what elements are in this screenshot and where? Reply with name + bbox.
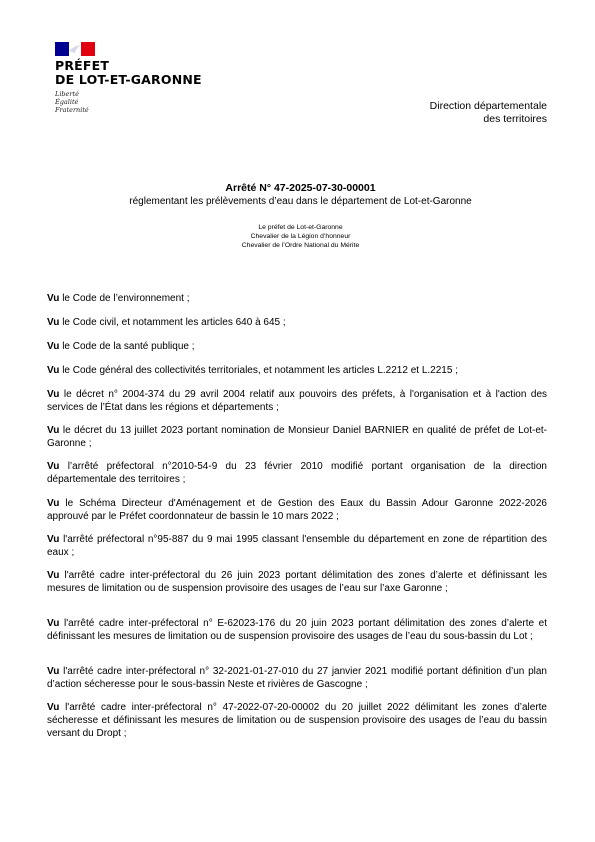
prefet-logo-block bbox=[55, 42, 202, 114]
authority-line: Chevalier de l’Ordre National du Mérite bbox=[241, 242, 360, 249]
vu-clause: Vu l'arrêté préfectoral n°95-887 du 9 mai 1995 classant l'ensemble du département en zone de répartition des eaux ; bbox=[47, 534, 547, 558]
direction-line2: des territoires bbox=[483, 113, 547, 125]
motto-fraternite: Fraternité bbox=[55, 106, 89, 114]
republic-motto bbox=[55, 90, 202, 114]
vu-clause: Vu le Code général des collectivités territoriales, et notamment les articles L.2212 et L.2215 ; bbox=[47, 365, 458, 376]
authority-block bbox=[0, 223, 595, 250]
decree-subtitle: réglementant les prélèvements d’eau dans le département de Lot-et-Garonne bbox=[129, 196, 472, 207]
authority-line: Chevalier de la Légion d’honneur bbox=[250, 233, 351, 240]
motto-liberte: Liberté bbox=[55, 90, 79, 98]
decree-title-block bbox=[0, 182, 595, 208]
french-flag-icon bbox=[55, 42, 95, 56]
vu-clause: Vu le Code de la santé publique ; bbox=[47, 341, 195, 352]
prefet-title-line2: DE LOT-ET-GARONNE bbox=[55, 72, 202, 87]
prefet-title-line1: PRÉFET bbox=[55, 58, 110, 73]
vu-clause: Vu l'arrêté cadre inter-préfectoral n° 32-2021-01-27-010 du 27 janvier 2021 modifié portant définition d’un plan d’action sécheresse pour le sous-bassin Neste et rivières de Gascogne ; bbox=[47, 666, 547, 690]
decree-number: Arrêté N° 47-2025-07-30-00001 bbox=[225, 182, 376, 194]
vu-clause: Vu l'arrêté cadre inter-préfectoral n° 47-2022-07-20-00002 du 20 juillet 2022 délimitant les zones d’alerte sécheresse et définissant les mesures de limitation ou de suspension provisoire des usages de l’eau du bassin versant du Dropt ; bbox=[47, 702, 547, 739]
issuing-direction bbox=[430, 100, 547, 126]
vu-clause: Vu le Code de l’environnement ; bbox=[47, 293, 190, 304]
vu-clause: Vu le décret n° 2004-374 du 29 avril 2004 relatif aux pouvoirs des préfets, à l'organisation et à l'action des services de l’État dans les régions et départements ; bbox=[47, 389, 547, 413]
vu-clause: Vu le décret du 13 juillet 2023 portant nomination de Monsieur Daniel BARNIER en qualité de préfet de Lot-et-Garonne ; bbox=[47, 425, 547, 449]
vu-clause: Vu le Code civil, et notamment les articles 640 à 645 ; bbox=[47, 317, 286, 328]
vu-clause: Vu l'arrêté cadre inter-préfectoral du 26 juin 2023 portant délimitation des zones d’alerte et définissant les mesures de limitation ou de suspension provisoire des usages de l’eau sur l’axe Garonne ; bbox=[47, 570, 547, 594]
motto-egalite: Égalité bbox=[55, 98, 79, 106]
vu-clause: Vu l'arrêté cadre inter-préfectoral n° E-62023-176 du 20 juin 2023 portant délimitation des zones d’alerte et définissant les mesures de limitation ou de suspension provisoire des usages de l’eau du sous-bassin du Lot ; bbox=[47, 618, 547, 642]
vu-clause: Vu l’arrêté préfectoral n°2010-54-9 du 23 février 2010 modifié portant organisation de la direction départementale des territoires ; bbox=[47, 461, 547, 485]
vu-clause: Vu le Schéma Directeur d'Aménagement et de Gestion des Eaux du Bassin Adour Garonne 2022-2026 approuvé par le Préfet coordonnateur de bassin le 10 mars 2022 ; bbox=[47, 498, 547, 522]
authority-line: Le préfet de Lot-et-Garonne bbox=[258, 224, 343, 231]
direction-line1: Direction départementale bbox=[429, 100, 547, 112]
